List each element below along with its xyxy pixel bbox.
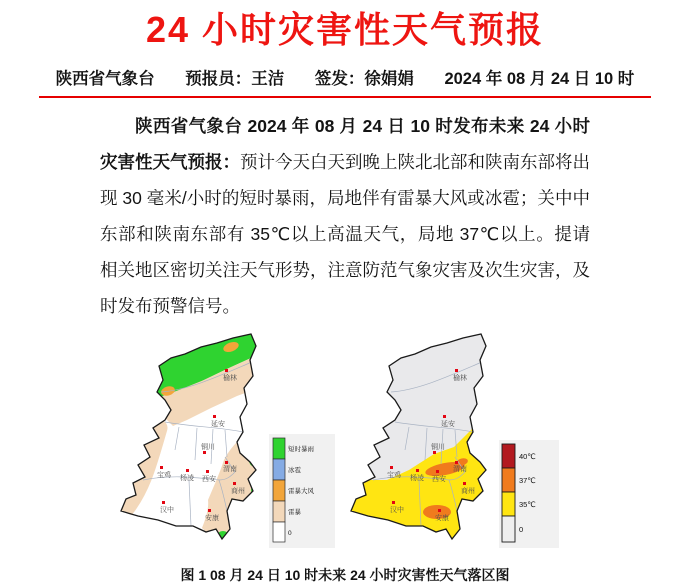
city-label-hanzhong: 汉中 xyxy=(390,507,404,515)
legend-swatch-37 xyxy=(502,468,515,492)
legend-swatch-zero xyxy=(273,522,285,542)
legend-label-thunder: 雷暴 xyxy=(288,509,301,517)
forecast-body: 预计今天白天到晚上陕北北部和陕南东部将出现 30 毫米/小时的短时暴雨，局地伴有雷暴大风或冰雹；关中中东部和陕南东部有 35℃以上高温天气，局地 37℃以上。提请相关地区密切关注天气形势，注意防范气象灾害及次生灾害，及时发布预警信号。 xyxy=(100,152,590,317)
header-row xyxy=(0,65,690,98)
disaster-map-svg xyxy=(119,330,341,554)
city-label-weinan: 渭南 xyxy=(453,466,467,474)
legend-swatch-40 xyxy=(502,444,515,468)
disaster-map xyxy=(119,330,341,559)
legend-label-40: 40℃ xyxy=(519,452,536,462)
city-label-ankang: 安康 xyxy=(435,515,449,523)
city-label-hanzhong: 汉中 xyxy=(160,507,174,515)
legend-label-hail: 冰雹 xyxy=(288,467,301,475)
legend-label-35: 35℃ xyxy=(519,500,536,510)
page-title: 24 小时灾害性天气预报 xyxy=(145,9,545,50)
legend-swatch-zero xyxy=(502,516,515,542)
temperature-map xyxy=(349,330,571,559)
city-label-yangling: 杨凌 xyxy=(180,475,194,483)
legend-label-gale: 雷暴大风 xyxy=(288,488,314,496)
header-underlined-line xyxy=(39,65,652,98)
legend-swatch-gale xyxy=(273,480,285,501)
city-label-yulin: 榆林 xyxy=(223,375,237,383)
figure-caption: 图 1 08 月 24 日 10 时未来 24 小时灾害性天气落区图 xyxy=(180,567,510,584)
disaster-legend xyxy=(269,434,335,548)
city-label-yanan: 延安 xyxy=(441,421,455,429)
legend-label-zero: 0 xyxy=(519,525,524,535)
legend-swatch-rainstorm xyxy=(273,438,285,459)
legend-label-zero: 0 xyxy=(288,530,292,538)
city-label-yulin: 榆林 xyxy=(453,375,467,383)
city-label-ankang: 安康 xyxy=(205,515,219,523)
maps-row xyxy=(119,330,571,559)
issuer-name: 签发：徐娟娟 xyxy=(314,70,414,89)
legend-swatch-hail xyxy=(273,459,285,480)
city-label-tongchuan: 铜川 xyxy=(201,444,215,452)
city-label-weinan: 渭南 xyxy=(223,466,237,474)
forecaster-name: 预报员：王洁 xyxy=(185,70,285,89)
city-label-xian: 西安 xyxy=(432,476,446,484)
city-label-yangling: 杨凌 xyxy=(410,475,424,483)
city-label-baoji: 宝鸡 xyxy=(157,472,171,480)
city-label-tongchuan: 铜川 xyxy=(431,444,445,452)
legend-swatch-35 xyxy=(502,492,515,516)
city-label-shangzhou: 商州 xyxy=(231,488,245,496)
legend-label-rainstorm: 短时暴雨 xyxy=(288,446,314,454)
city-label-xian: 西安 xyxy=(202,476,216,484)
legend-label-37: 37℃ xyxy=(519,476,536,486)
legend-swatch-thunder xyxy=(273,501,285,522)
green-patch-east xyxy=(249,454,257,466)
agency-name: 陕西省气象台 xyxy=(55,70,155,89)
city-label-shangzhou: 商州 xyxy=(461,488,475,496)
temperature-map-svg xyxy=(349,330,571,554)
issue-datetime: 2024 年 08 月 24 日 10 时 xyxy=(444,70,635,89)
temperature-legend xyxy=(499,440,559,548)
forecast-paragraph xyxy=(100,108,590,324)
forecast-lead: 陕西省气象台 2024 年 08 月 24 日 10 时发布未来 24 小时灾害性天气预报： xyxy=(100,116,590,173)
city-label-baoji: 宝鸡 xyxy=(387,472,401,480)
city-label-yanan: 延安 xyxy=(211,421,225,429)
